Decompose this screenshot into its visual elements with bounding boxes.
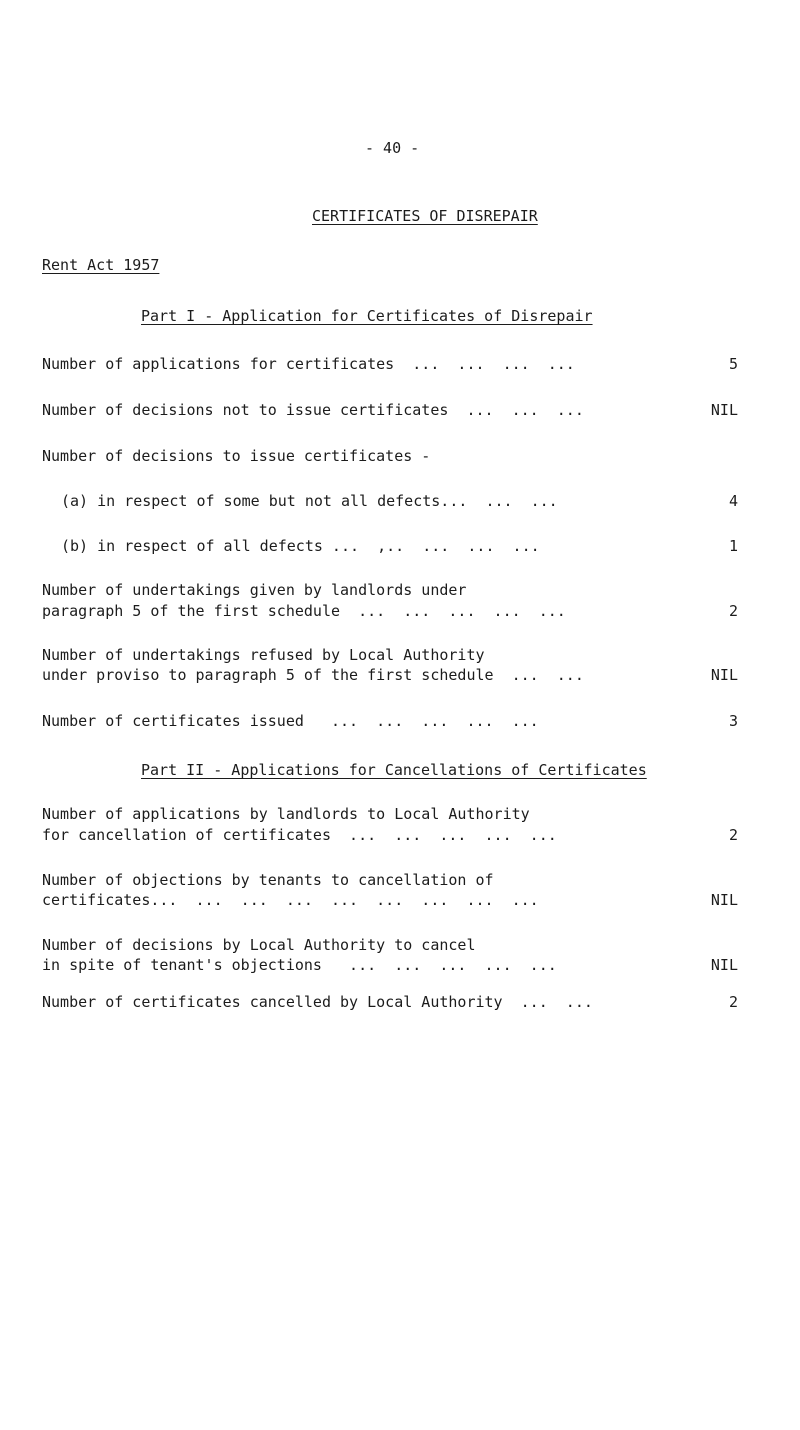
row-label-line1: Number of undertakings refused by Local Authority: [42, 646, 485, 664]
row-label-line1: Number of decisions by Local Authority to cancel: [42, 936, 476, 954]
row-label: Number of decisions not to issue certificates ... ... ...: [42, 401, 584, 419]
row-value: NIL: [710, 666, 738, 684]
row-value: 2: [728, 826, 738, 844]
row-label: (a) in respect of some but not all defects... ... ...: [61, 492, 558, 510]
row-value: 1: [728, 537, 738, 555]
row-label: Number of certificates cancelled by Local Authority ... ...: [42, 993, 593, 1011]
row-label: Number of certificates issued ... ... ... ... ...: [42, 712, 539, 730]
page-number: - 40 -: [365, 139, 420, 157]
row-value: 5: [728, 355, 738, 373]
row-value: NIL: [710, 956, 738, 974]
row-label: Number of decisions to issue certificates -: [42, 447, 431, 465]
row-value: 2: [728, 993, 738, 1011]
part2-heading: Part II - Applications for Cancellations of Certificates: [141, 761, 647, 779]
row-label-line2: certificates... ... ... ... ... ... ... ... ...: [42, 891, 539, 909]
row-label-line2: under proviso to paragraph 5 of the first schedule ... ...: [42, 666, 584, 684]
row-value: 2: [728, 602, 738, 620]
row-label-line1: Number of applications by landlords to Local Authority: [42, 805, 530, 823]
row-label-line1: Number of objections by tenants to cancellation of: [42, 871, 494, 889]
document-title: CERTIFICATES OF DISREPAIR: [312, 207, 538, 225]
row-value: NIL: [710, 891, 738, 909]
row-label-line2: paragraph 5 of the first schedule ... ... ... ... ...: [42, 602, 566, 620]
row-value: NIL: [710, 401, 738, 419]
act-heading: Rent Act 1957: [42, 256, 160, 274]
row-value: 4: [728, 492, 738, 510]
row-label: Number of applications for certificates ... ... ... ...: [42, 355, 575, 373]
part1-heading: Part I - Application for Certificates of Disrepair: [141, 307, 593, 325]
row-value: 3: [728, 712, 738, 730]
row-label: (b) in respect of all defects ... ,.. ... ... ...: [61, 537, 540, 555]
row-label-line2: for cancellation of certificates ... ... ... ... ...: [42, 826, 557, 844]
row-label-line1: Number of undertakings given by landlords under: [42, 581, 467, 599]
row-label-line2: in spite of tenant's objections ... ... ... ... ...: [42, 956, 557, 974]
